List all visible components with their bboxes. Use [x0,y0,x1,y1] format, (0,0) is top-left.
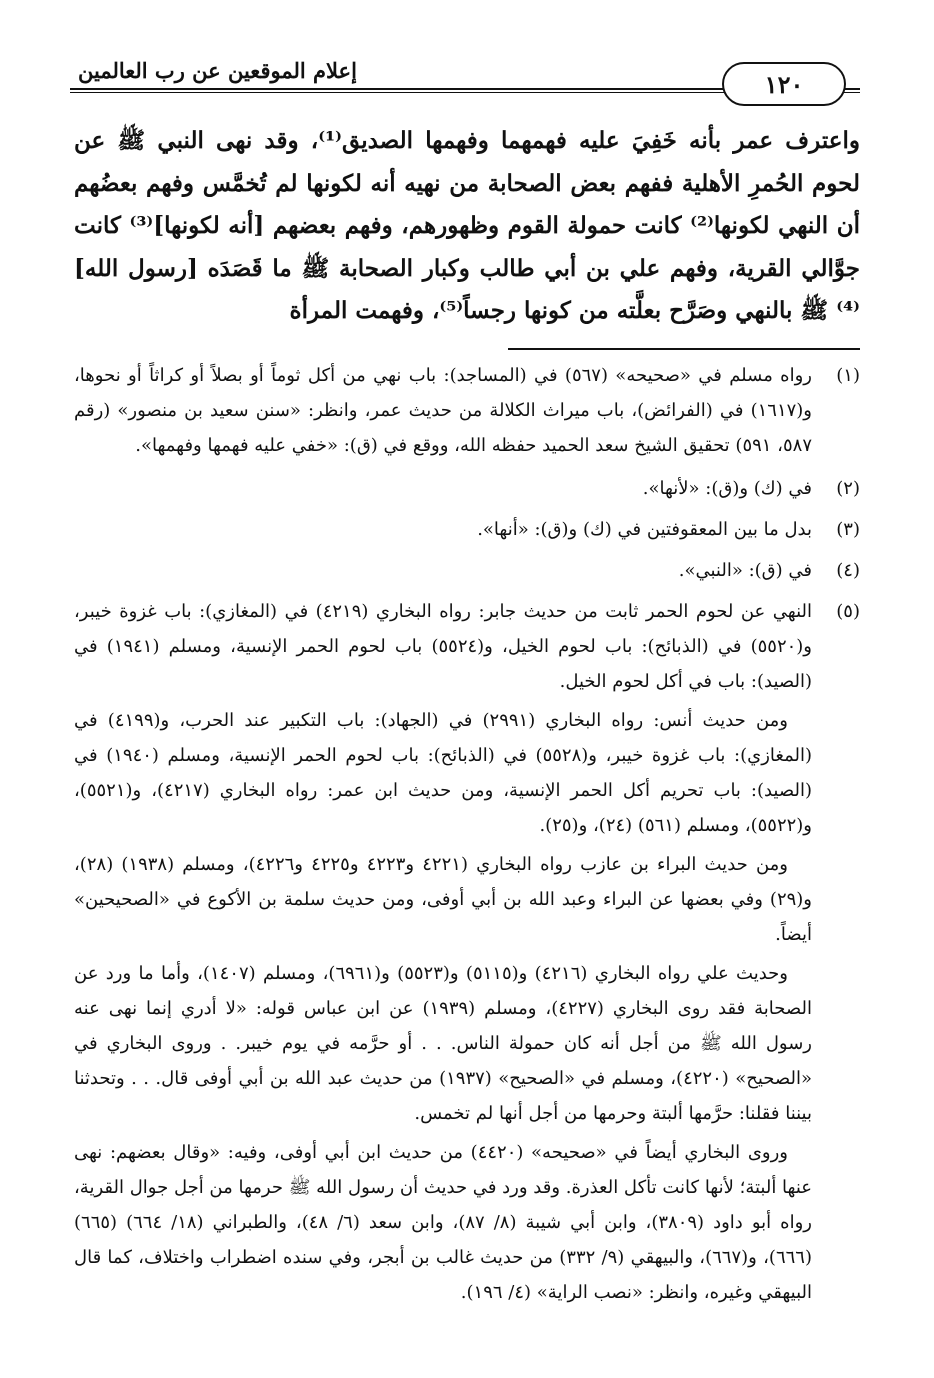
running-book-title: إعلام الموقعين عن رب العالمين [78,58,357,83]
footnotes [74,358,860,1318]
page-header [70,52,860,112]
footnote-text: النهي عن لحوم الحمر ثابت من حديث جابر: رواه البخاري (٤٢١٩) في (المغازي): باب غزوة خيبر، و(٥٥٢٠) في (الذبائح): باب لحوم الخيل، و(٥٥٢٤) باب لحوم الحمر الإنسية، ومسلم (١٩٤١) في (الصيد): باب في أكل لحوم الخيل. [74,601,813,692]
footnote-text: في (ك) و(ق): «لأنها». [642,478,812,499]
footnote-2 [74,471,860,510]
footnote-number: (٤) [836,560,860,581]
footnote-text: بدل ما بين المعقوفتين في (ك) و(ق): «أنها». [477,519,812,540]
footnote-3 [74,512,860,551]
page-number: ١٢٠ [722,62,846,106]
main-body [74,120,860,333]
footnote-body [74,594,812,1314]
footnote-number: (٥) [836,601,860,622]
footnote-1 [74,358,860,467]
footnote-body [74,553,812,592]
footnote-text: وروى البخاري أيضاً في «صحيحه» (٤٤٢٠) من حديث ابن أبي أوفى، وفيه: «وقال بعضهم: نهى عنها ألبتة؛ لأنها كانت تأكل العذرة. وقد ورد في حديث أن رسول الله ﷺ حرمها من أجل جوال القرية، رواه أبو داود (٣٨٠٩)، وابن أبي شيبة (٨/ ٨٧)، وابن سعد (٦/ ٤٨)، والطبراني (١٨/ ٦٦٤) (٦٦٥) (٦٦٦)، و(٦٦٧)، والبيهقي (٩/ ٣٣٢) من حديث غالب بن أبجر، وفي سنده اضطراب واختلاف، كما قال البيهقي وغيره، وانظر: «نصب الراية» (٤/ ١٩٦). [74,1142,812,1303]
footnote-text: وحديث علي رواه البخاري (٤٢١٦) و(٥١١٥) و(٥٥٢٣) و(٦٩٦١)، ومسلم (١٤٠٧)، وأما ما ورد عن الصحابة فقد روى البخاري (٤٢٢٧)، ومسلم (١٩٣٩) عن ابن عباس قوله: «لا أدري إنما نهى عنه رسول الله ﷺ من أجل أنه كان حمولة الناس. . . أو حرَّمه في يوم خيبر. . وروى البخاري في «الصحيح» (٤٢٢٠)، ومسلم في «الصحيح» (١٩٣٧) من حديث عبد الله بن أبي أوفى قال. . . وتحدثنا بيننا فقلنا: حرَّمها ألبتة وحرمها من أجل أنها لم تخمس. [74,963,813,1124]
footnote-text: ومن حديث البراء بن عازب رواه البخاري (٤٢٢١ و٤٢٢٣ و٤٢٢٥ و٤٢٢٦)، ومسلم (١٩٣٨) (٢٨)، و(٢٩) وفي بعضها عن البراء وعبد الله بن أبي أوفى، ومن حديث سلمة بن الأكوع في «الصحيحين» أيضاً. [74,854,812,945]
footnote-number: (١) [836,365,860,386]
footnote-5 [74,594,860,1314]
footnote-text: في (ق): «النبي». [678,560,812,581]
footnote-text: ومن حديث أنس: رواه البخاري (٢٩٩١) في (الجهاد): باب التكبير عند الحرب، و(٤١٩٩) في (المغازي): باب غزوة خيبر، و(٥٥٢٨) في (الذبائح): باب لحوم الحمر الإنسية، ومسلم (١٩٤٠) في (الصيد): باب تحريم أكل الحمر الإنسية، ومن حديث ابن عمر: رواه البخاري (٤٢١٧)، و(٥٥٢١)، و(٥٥٢٢)، ومسلم (٥٦١) (٢٤)، و(٢٥). [74,710,812,836]
footnote-body [74,512,812,551]
footnote-separator [508,348,860,350]
footnote-4 [74,553,860,592]
main-paragraph: واعترف عمر بأنه خَفِيَ عليه فهمهما وفهمها الصديق⁽¹⁾، وقد نهى النبي ﷺ عن لحوم الحُمرِ الأهلية ففهم بعض الصحابة من نهيه أنه لكونها لم تُخمَّس وفهم بعضُهم أن النهي لكونها⁽²⁾ كانت حمولة القوم وظهورهم، وفهم بعضهم [أنه لكونها]⁽³⁾ كانت جوَّالي القرية، وفهم علي بن أبي طالب وكبار الصحابة ﷺ ما قَصَدَه [رسول الله]⁽⁴⁾ ﷺ بالنهي وصَرَّح بعلَّته من كونها رجساً⁽⁵⁾، وفهمت المرأة [74,127,861,324]
footnote-number: (٣) [836,519,860,540]
footnote-number: (٢) [836,478,860,499]
footnote-text: رواه مسلم في «صحيحه» (٥٦٧) في (المساجد): باب نهي من أكل ثوماً أو بصلاً أو كراثاً أو نحوها، و(١٦١٧) في (الفرائض)، باب ميراث الكلالة من حديث عمر، وانظر: «سنن سعيد بن منصور» (رقم ٥٨٧، ٥٩١) تحقيق الشيخ سعد الحميد حفظه الله، ووقع في (ق): «خفي عليه فهمها وفهمها». [74,365,812,456]
footnote-body [74,471,812,510]
footnote-body [74,358,812,467]
